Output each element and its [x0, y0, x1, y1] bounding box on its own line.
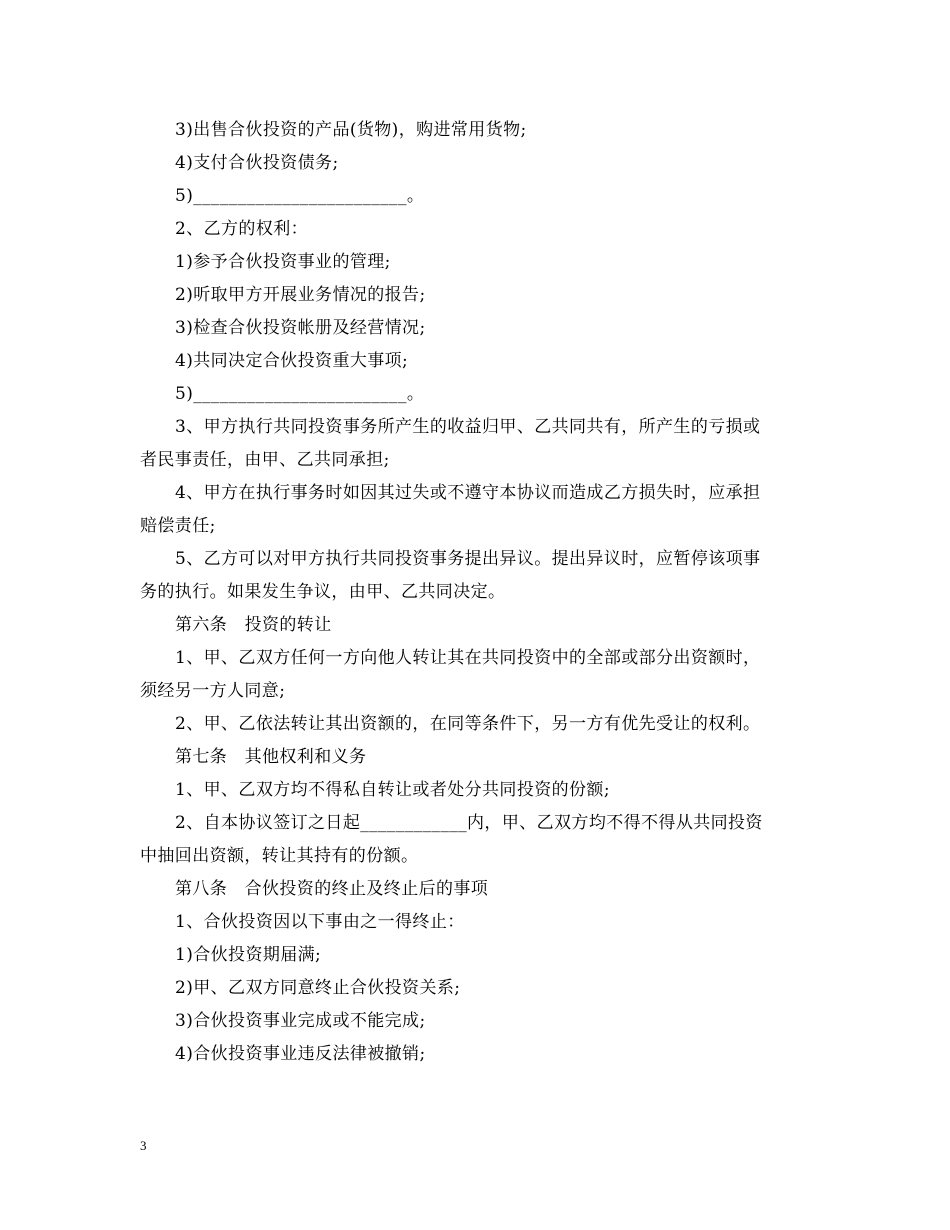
section-heading: 第七条 其他权利和义务	[175, 747, 367, 767]
paragraph-line: 4、甲方在执行事务时如因其过失或不遵守本协议而造成乙方损失时，应承担	[175, 483, 761, 503]
paragraph-line: 3)出售合伙投资的产品(货物)，购进常用货物;	[175, 120, 527, 140]
paragraph-line: 1)参予合伙投资事业的管理;	[175, 252, 391, 272]
paragraph-line: 2、甲、乙依法转让其出资额的，在同等条件下，另一方有优先受让的权利。	[175, 714, 761, 734]
paragraph-line: 中抽回出资额，转让其持有的份额。	[140, 846, 419, 866]
paragraph-line: 4)共同决定合伙投资重大事项;	[175, 351, 409, 371]
paragraph-line: 5)________________________。	[175, 384, 425, 404]
paragraph-line: 务的执行。如果发生争议，由甲、乙共同决定。	[140, 582, 506, 602]
paragraph-line: 2、自本协议签订之日起____________内，甲、乙双方均不得不得从共同投资	[175, 813, 763, 833]
paragraph-line: 1、甲、乙双方任何一方向他人转让其在共同投资中的全部或部分出资额时，	[175, 648, 761, 668]
section-heading: 第六条 投资的转让	[175, 615, 332, 635]
paragraph-line: 4)合伙投资事业违反法律被撤销;	[175, 1044, 426, 1064]
paragraph-line: 2)甲、乙双方同意终止合伙投资关系;	[175, 978, 461, 998]
page-number: 3	[140, 1138, 147, 1153]
paragraph-line: 1)合伙投资期届满;	[175, 945, 322, 965]
paragraph-line: 赔偿责任;	[140, 516, 216, 536]
paragraph-line: 4)支付合伙投资债务;	[175, 153, 339, 173]
paragraph-line: 2)听取甲方开展业务情况的报告;	[175, 285, 426, 305]
paragraph-line: 1、甲、乙双方均不得私自转让或者处分共同投资的份额;	[175, 780, 610, 800]
section-heading: 第八条 合伙投资的终止及终止后的事项	[175, 879, 489, 899]
paragraph-line: 1、合伙投资因以下事由之一得终止：	[175, 912, 465, 932]
paragraph-line: 5)________________________。	[175, 186, 425, 206]
paragraph-line: 须经另一方人同意;	[140, 681, 286, 701]
paragraph-line: 3)合伙投资事业完成或不能完成;	[175, 1011, 426, 1031]
paragraph-line: 者民事责任，由甲、乙共同承担;	[140, 450, 390, 470]
paragraph-line: 3)检查合伙投资帐册及经营情况;	[175, 318, 426, 338]
paragraph-line: 5、乙方可以对甲方执行共同投资事务提出异议。提出异议时，应暂停该项事	[175, 549, 761, 569]
paragraph-line: 3、甲方执行共同投资事务所产生的收益归甲、乙共同共有，所产生的亏损或	[175, 417, 761, 437]
paragraph-line: 2、乙方的权利：	[175, 219, 309, 239]
